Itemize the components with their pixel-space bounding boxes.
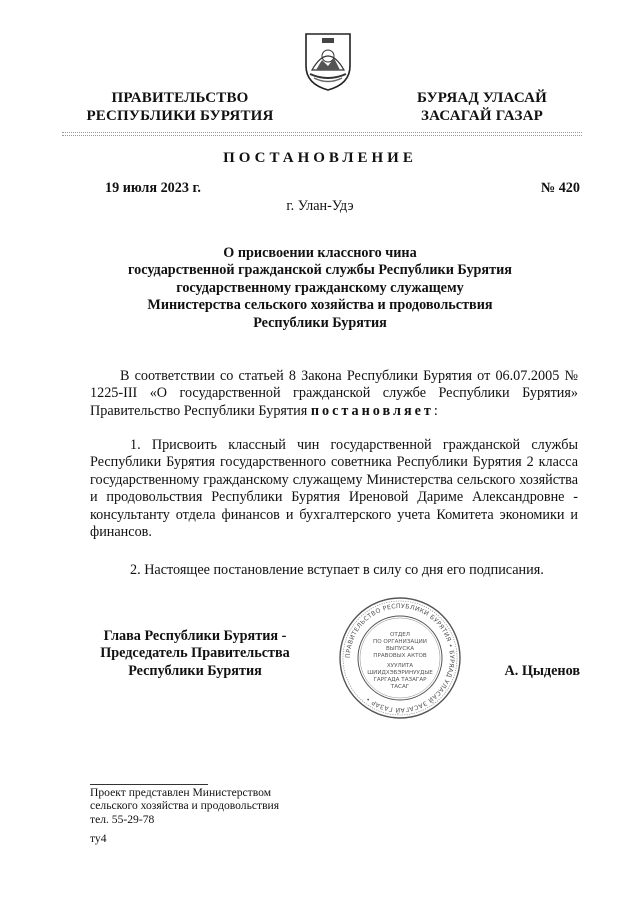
stamp-ring-text: ПРАВИТЕЛЬСТВО РЕСПУБЛИКИ БУРЯТИЯ • БУРЯАД УЛАСАЙ ЗАСАГАЙ ГАЗАР • — [344, 602, 456, 714]
official-stamp — [338, 596, 462, 720]
footer-line-3: тел. 55-29-78 — [90, 812, 155, 826]
signatory-title-line1: Глава Республики Бурятия - — [103, 628, 287, 644]
item-1-paragraph: 1. Присвоить классный чин государственной гражданской службы Республики Бурятия государственного советника Республики Бурятия 2 класса государственному гражданскому служащему Министерства сельского хозяйства и продовольствия Республики Бурятия Иреновой Дариме Александровне - консультанту отдела финансов и бухгалтерского учета Комитета экономики и финансов. — [90, 437, 578, 541]
document-type: ПОСТАНОВЛЕНИЕ — [223, 150, 417, 166]
stamp-line-5: ХУУЛИТА — [386, 663, 414, 669]
footer-line-1: Проект представлен Министерством — [90, 786, 272, 799]
stamp-line-2: ПО ОРГАНИЗАЦИИ — [373, 639, 427, 645]
preamble-emphasis: постановляет — [310, 402, 434, 419]
header-left-line1: ПРАВИТЕЛЬСТВО — [111, 90, 249, 106]
header-left — [80, 89, 280, 125]
footer-note — [90, 786, 279, 826]
item-2-paragraph: 2. Настоящее постановление вступает в силу со дня его подписания. — [130, 562, 544, 578]
subject-line-5: Республики Бурятия — [253, 314, 387, 331]
subject-line-2: государственной гражданской службы Республики Бурятия — [128, 262, 512, 279]
header-divider-2 — [62, 135, 582, 136]
signatory-title — [88, 628, 302, 680]
footer-code: ту4 — [90, 832, 107, 845]
footer-line-2: сельского хозяйства и продовольствия — [90, 799, 280, 813]
coat-of-arms-emblem — [302, 30, 354, 92]
header-right-line2: ЗАСАГАЙ ГАЗАР — [421, 108, 543, 124]
document-subject — [90, 245, 550, 332]
signatory-name: А. Цыденов — [504, 663, 580, 679]
subject-line-4: Министерства сельского хозяйства и продовольствия — [147, 297, 493, 314]
subject-line-1: О присвоении классного чина — [223, 245, 417, 261]
stamp-line-3: ВЫПУСКА — [385, 646, 415, 652]
preamble-paragraph — [90, 368, 578, 420]
preamble-end: : — [433, 402, 438, 419]
header-right — [382, 89, 582, 125]
header-right-line1: БУРЯАД УЛАСАЙ — [416, 90, 548, 106]
stamp-line-1: ОТДЕЛ — [390, 632, 410, 638]
stamp-line-8: ТАСАГ — [390, 684, 410, 690]
preamble-text: В соответствии со статьей 8 Закона Республики Бурятия от 06.07.2005 № 1225-III «О государственной гражданской службе Республики Бурятия» Правительство Республики Бурятия — [90, 368, 578, 419]
stamp-line-7: ГАРГАДА ТАЗАГАР — [373, 677, 427, 683]
signatory-title-line2: Председатель Правительства — [100, 645, 290, 662]
footer-rule — [90, 784, 208, 785]
stamp-line-6: ШИИДХЭБЭРИНУУДЫЕ — [367, 670, 433, 676]
document-date: 19 июля 2023 г. — [105, 180, 201, 196]
stamp-line-4: ПРАВОВЫХ АКТОВ — [373, 653, 427, 659]
header-left-line2: РЕСПУБЛИКИ БУРЯТИЯ — [86, 108, 274, 124]
subject-line-3: государственному гражданскому служащему — [176, 279, 464, 296]
document-place: г. Улан-Удэ — [286, 198, 354, 214]
header-divider — [62, 132, 582, 133]
document-number: № 420 — [540, 180, 580, 196]
signatory-title-line3: Республики Бурятия — [128, 662, 262, 679]
